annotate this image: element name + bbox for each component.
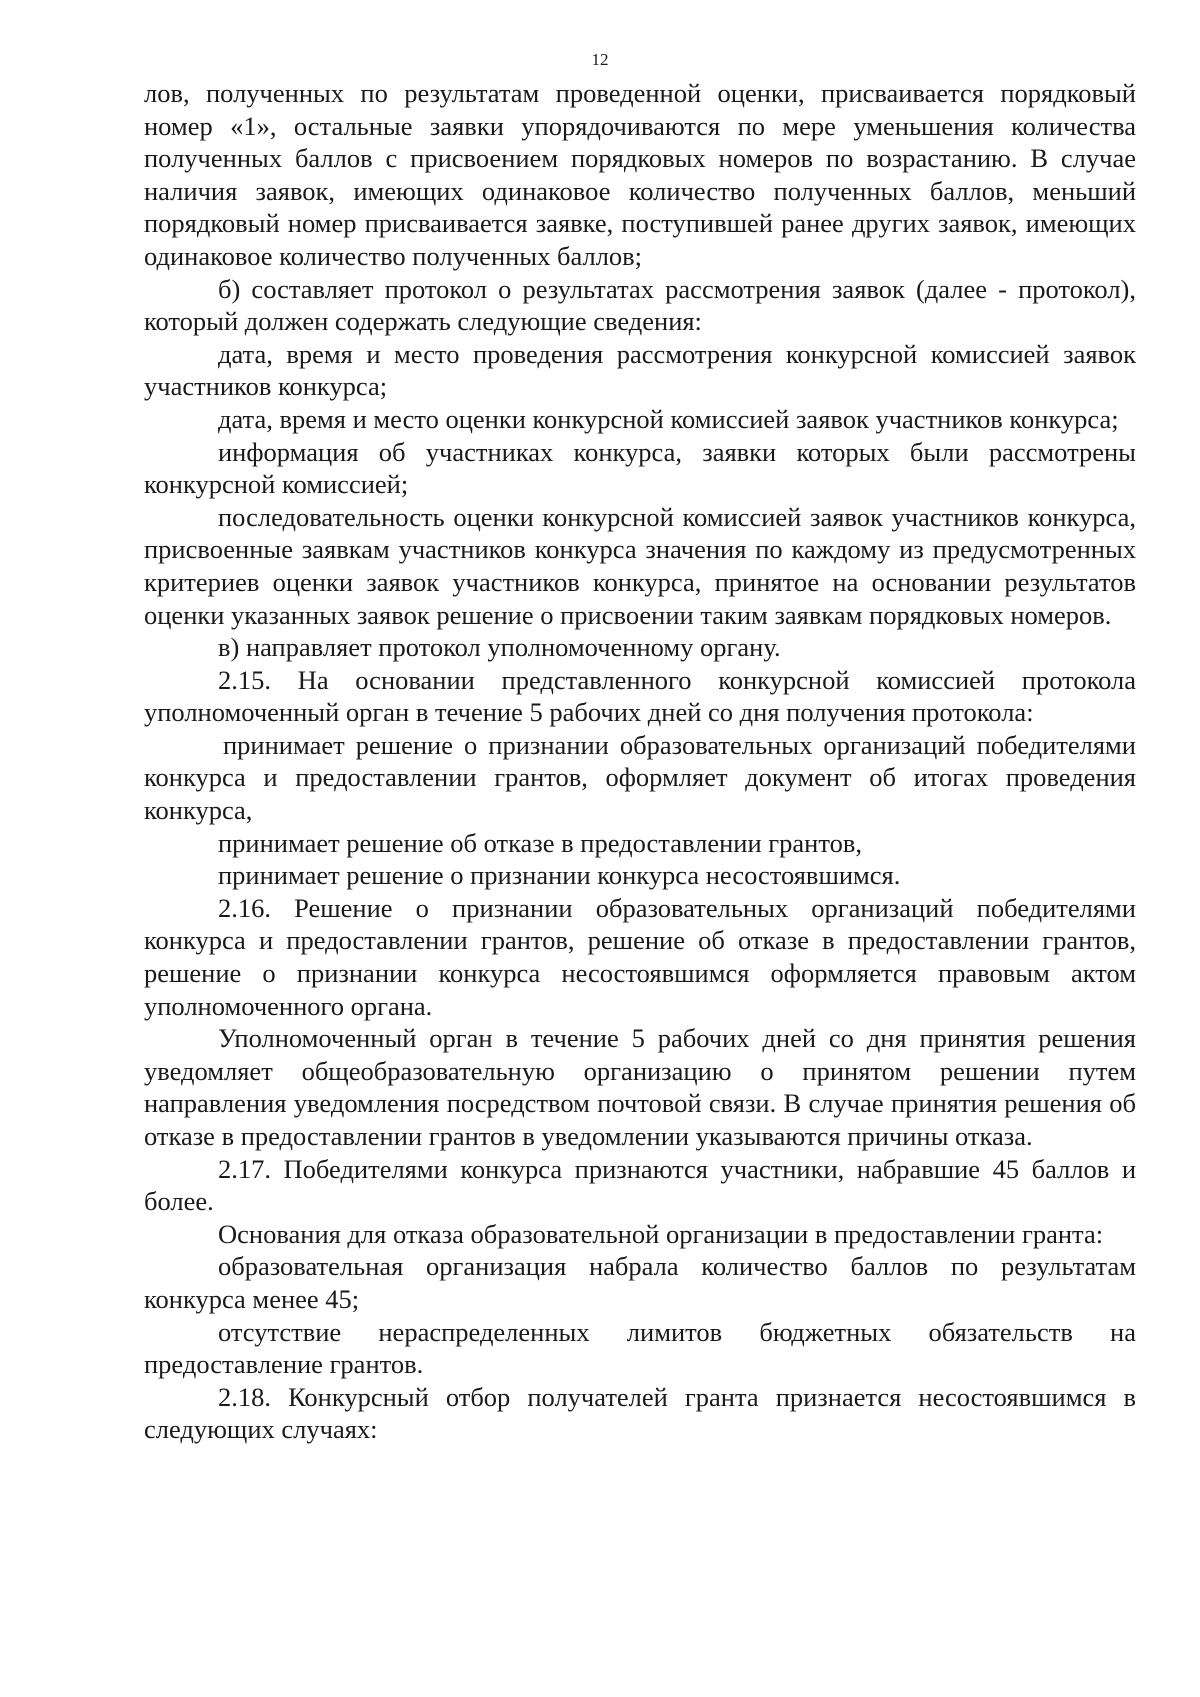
paragraph-section-2-16: 2.16. Решение о признании образовательных организаций победителями конкурса и предоставлении грантов, решение об отказе в предоставлении грантов, решение о признании конкурса несостоявшимся оформляется правовым актом уполномоченного органа. [144, 892, 1136, 1021]
paragraph-section-2-17: 2.17. Победителями конкурса признаются участники, набравшие 45 баллов и более. [144, 1153, 1136, 1217]
paragraph-refusal-item: отсутствие нераспределенных лимитов бюджетных обязательств на предоставление грантов. [144, 1316, 1136, 1380]
paragraph-protocol-item: последовательность оценки конкурсной комиссией заявок участников конкурса, присвоенные заявкам участников конкурса значения по каждому из предусмотренных критериев оценки заявок участников конкурса, принятое на основании результатов оценки указанных заявок решение о присвоении таким заявкам порядковых номеров. [144, 501, 1136, 630]
paragraph-continuation: лов, полученных по результатам проведенной оценки, присваивается порядковый номер «1», остальные заявки упорядочиваются по мере уменьшения количества полученных баллов с присвоением порядковых номеров по возрастанию. В случае наличия заявок, имеющих одинаковое количество полученных баллов, меньший порядковый номер присваивается заявке, поступившей ранее других заявок, имеющих одинаковое количество полученных баллов; [144, 78, 1136, 271]
paragraph-refusal-item: образовательная организация набрала количество баллов по результатам конкурса менее 45; [144, 1251, 1136, 1314]
page-number: 12 [591, 50, 609, 69]
document-body [144, 77, 1136, 1446]
paragraph-refusal-grounds: Основания для отказа образовательной организации в предоставлении гранта: [218, 1218, 1104, 1249]
paragraph-protocol-intro: б) составляет протокол о результатах рассмотрения заявок (далее - протокол), который должен содержать следующие сведения: [144, 273, 1136, 337]
paragraph-decision-item: принимает решение о признании конкурса несостоявшимся. [218, 860, 901, 891]
paragraph-protocol-item: дата, время и место оценки конкурсной комиссией заявок участников конкурса; [218, 403, 1119, 434]
paragraph-protocol-item: информация об участниках конкурса, заявки которых были рассмотрены конкурсной комиссией; [144, 436, 1136, 500]
paragraph-decision-item: принимает решение о признании образовательных организаций победителями конкурса и предоставлении грантов, оформляет документ об итогах проведения конкурса, [144, 729, 1136, 826]
paragraph-section-2-18: 2.18. Конкурсный отбор получателей гранта признается несостоявшимся в следующих случаях: [144, 1381, 1136, 1445]
paragraph-section-2-15: 2.15. На основании представленного конкурсной комиссией протокола уполномоченный орган в течение 5 рабочих дней со дня получения протокола: [144, 664, 1136, 728]
paragraph-send-protocol: в) направляет протокол уполномоченному органу. [218, 632, 781, 663]
paragraph-notification: Уполномоченный орган в течение 5 рабочих дней со дня принятия решения уведомляет общеобразовательную организацию о принятом решении путем направления уведомления посредством почтовой связи. В случае принятия решения об отказе в предоставлении грантов в уведомлении указываются причины отказа. [144, 1023, 1136, 1151]
paragraph-decision-item: принимает решение об отказе в предоставлении грантов, [218, 827, 862, 858]
paragraph-protocol-item: дата, время и место проведения рассмотрения конкурсной комиссией заявок участников конкурса; [144, 338, 1136, 402]
